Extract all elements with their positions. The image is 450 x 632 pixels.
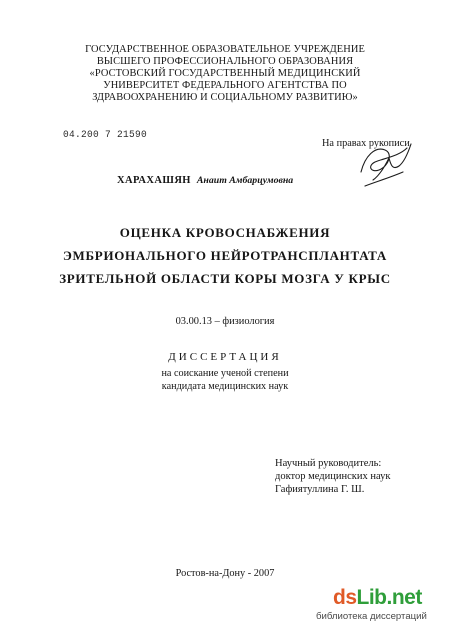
author-given-names: Анаит Амбарцумовна — [196, 175, 294, 186]
author-surname: ХАРАХАШЯН — [117, 175, 191, 186]
title-line-3: ЗРИТЕЛЬНОЙ ОБЛАСТИ КОРЫ МОЗГА У КРЫС — [59, 271, 391, 286]
advisor-degree: доктор медицинских наук — [275, 471, 391, 482]
specialty-code: 03.00.13 – физиология — [175, 316, 275, 327]
logo-ds: ds — [333, 586, 357, 609]
advisor-name: Гафиятуллина Г. Ш. — [275, 484, 365, 495]
handwritten-signature — [355, 136, 417, 196]
institution-line-4: УНИВЕРСИТЕТ ФЕДЕРАЛЬНОГО АГЕНТСТВА ПО — [103, 80, 347, 91]
title-line-1: ОЦЕНКА КРОВОСНАБЖЕНИЯ — [119, 225, 331, 240]
library-stamp: 04.200 7 21590 — [63, 128, 148, 141]
dslib-watermark[interactable] — [316, 586, 444, 626]
dslib-subtitle: библиотека диссертаций — [316, 611, 427, 622]
degree-line-2: кандидата медицинских наук — [161, 381, 289, 392]
degree-line-1: на соискание ученой степени — [161, 368, 289, 379]
advisor-label: Научный руководитель: — [275, 458, 382, 469]
dslib-logo — [333, 586, 422, 610]
institution-line-5: ЗДРАВООХРАНЕНИЮ И СОЦИАЛЬНОМУ РАЗВИТИЮ» — [92, 92, 358, 103]
document-type: ДИССЕРТАЦИЯ — [168, 351, 282, 363]
author-line — [117, 175, 293, 186]
institution-line-3: «РОСТОВСКИЙ ГОСУДАРСТВЕННЫЙ МЕДИЦИНСКИЙ — [89, 68, 361, 79]
logo-net: .net — [386, 586, 422, 609]
logo-lib: Lib — [356, 586, 387, 609]
institution-line-2: ВЫСШЕГО ПРОФЕССИОНАЛЬНОГО ОБРАЗОВАНИЯ — [96, 56, 354, 67]
manuscript-rights: На правах рукописи — [322, 138, 410, 149]
title-line-2: ЭМБРИОНАЛЬНОГО НЕЙРОТРАНСПЛАНТАТА — [63, 248, 387, 263]
institution-line-1: ГОСУДАРСТВЕННОЕ ОБРАЗОВАТЕЛЬНОЕ УЧРЕЖДЕНИЕ — [85, 44, 365, 55]
city-year: Ростов-на-Дону - 2007 — [175, 568, 275, 579]
